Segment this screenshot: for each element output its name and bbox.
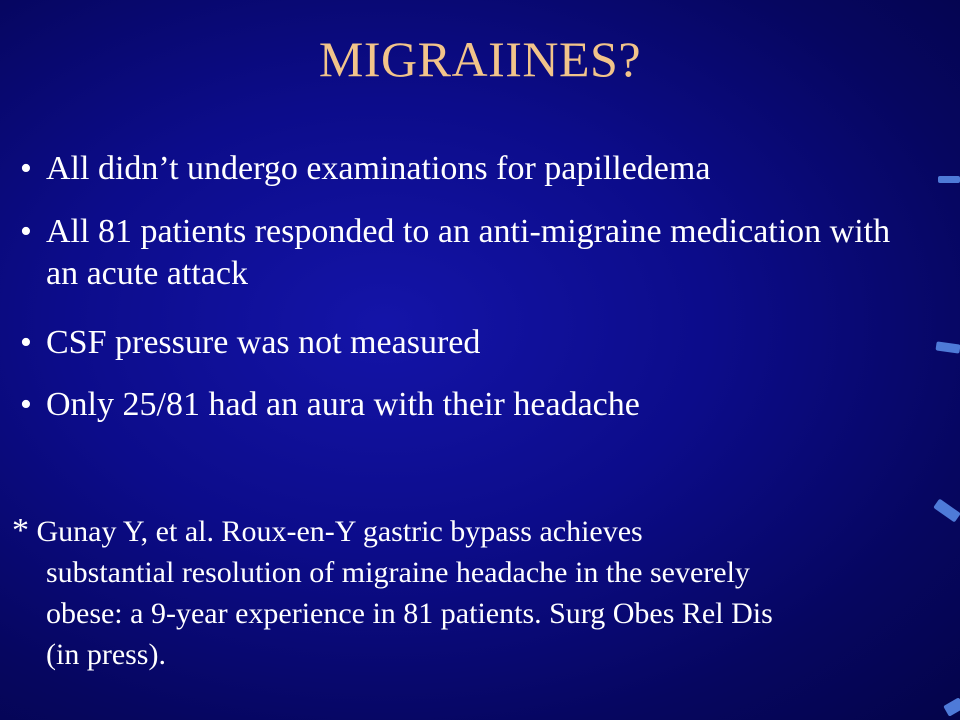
citation-line: Gunay Y, et al. Roux-en-Y gastric bypass achieves	[36, 515, 643, 548]
bullet-marker: •	[20, 386, 32, 423]
citation-line: substantial resolution of migraine headache in the severely	[46, 556, 750, 589]
slide-title: MIGRAIINES?	[318, 31, 642, 87]
bullet-marker: •	[20, 324, 32, 361]
bullet-marker: •	[20, 213, 32, 250]
bullet-marker: •	[20, 150, 32, 187]
bullet-text: All 81 patients responded to an anti-migraine medication with an acute attack	[46, 213, 891, 292]
decorative-accent-bar	[935, 341, 960, 353]
bullet-text: CSF pressure was not measured	[46, 324, 481, 361]
citation-line: (in press).	[46, 638, 166, 671]
decorative-accent-bar	[943, 697, 960, 716]
citation	[12, 510, 952, 675]
bullet-text: Only 25/81 had an aura with their headache	[46, 386, 640, 423]
citation-line: obese: a 9-year experience in 81 patients. Surg Obes Rel Dis	[46, 597, 773, 630]
decorative-accent-bar	[938, 176, 960, 183]
bullet-text: All didn’t undergo examinations for papilledema	[46, 150, 711, 187]
citation-marker: *	[12, 512, 29, 549]
